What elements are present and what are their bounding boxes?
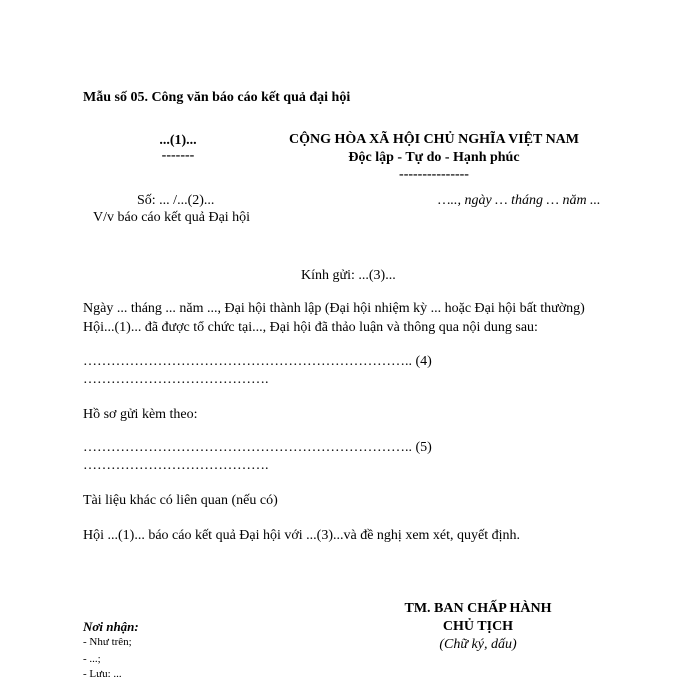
document-number: Số: ... /...(2)... (137, 193, 215, 208)
other-documents: Tài liệu khác có liên quan (nếu có) (83, 493, 278, 508)
place-date: ….., ngày … tháng … năm ... (438, 193, 601, 208)
recipients-label: Nơi nhận: (83, 619, 139, 634)
signature-position: CHỦ TỊCH (442, 619, 514, 634)
recipient-item: - ...; (83, 653, 101, 665)
content-line-2: …………………………………. (83, 372, 269, 387)
attachments-label: Hồ sơ gửi kèm theo: (83, 407, 198, 422)
recipient-item: - Như trên; (83, 636, 132, 648)
recipient-item: - Lưu: ... (83, 668, 122, 680)
subject-line: V/v báo cáo kết quả Đại hội (93, 210, 251, 225)
org-name: ...(1)... (159, 133, 197, 148)
closing-paragraph: Hội ...(1)... báo cáo kết quả Đại hội với ...(3)...và đề nghị xem xét, quyết định. (83, 528, 521, 543)
content-line-1: …………………………………………………………….. (4) (83, 354, 432, 369)
signature-title: TM. BAN CHẤP HÀNH (404, 601, 552, 616)
motto-underline: --------------- (399, 167, 469, 182)
salutation: Kính gửi: ...(3)... (301, 268, 396, 283)
motto: Độc lập - Tự do - Hạnh phúc (348, 150, 520, 165)
signature-note: (Chữ ký, dấu) (439, 637, 517, 652)
form-title: Mẫu số 05. Công văn báo cáo kết quả đại hội (83, 90, 351, 105)
intro-line-2: Hội...(1)... đã được tổ chức tại..., Đại hội đã thảo luận và thông qua nội dung sau: (83, 320, 538, 335)
intro-line-1: Ngày ... tháng ... năm ..., Đại hội thành lập (Đại hội nhiệm kỳ ... hoặc Đại hội bất thường) (83, 301, 585, 316)
org-underline: ------- (161, 148, 195, 163)
attachment-line-2: …………………………………. (83, 458, 269, 473)
country-name: CỘNG HÒA XÃ HỘI CHỦ NGHĨA VIỆT NAM (288, 132, 579, 147)
attachment-line-1: …………………………………………………………….. (5) (83, 440, 432, 455)
